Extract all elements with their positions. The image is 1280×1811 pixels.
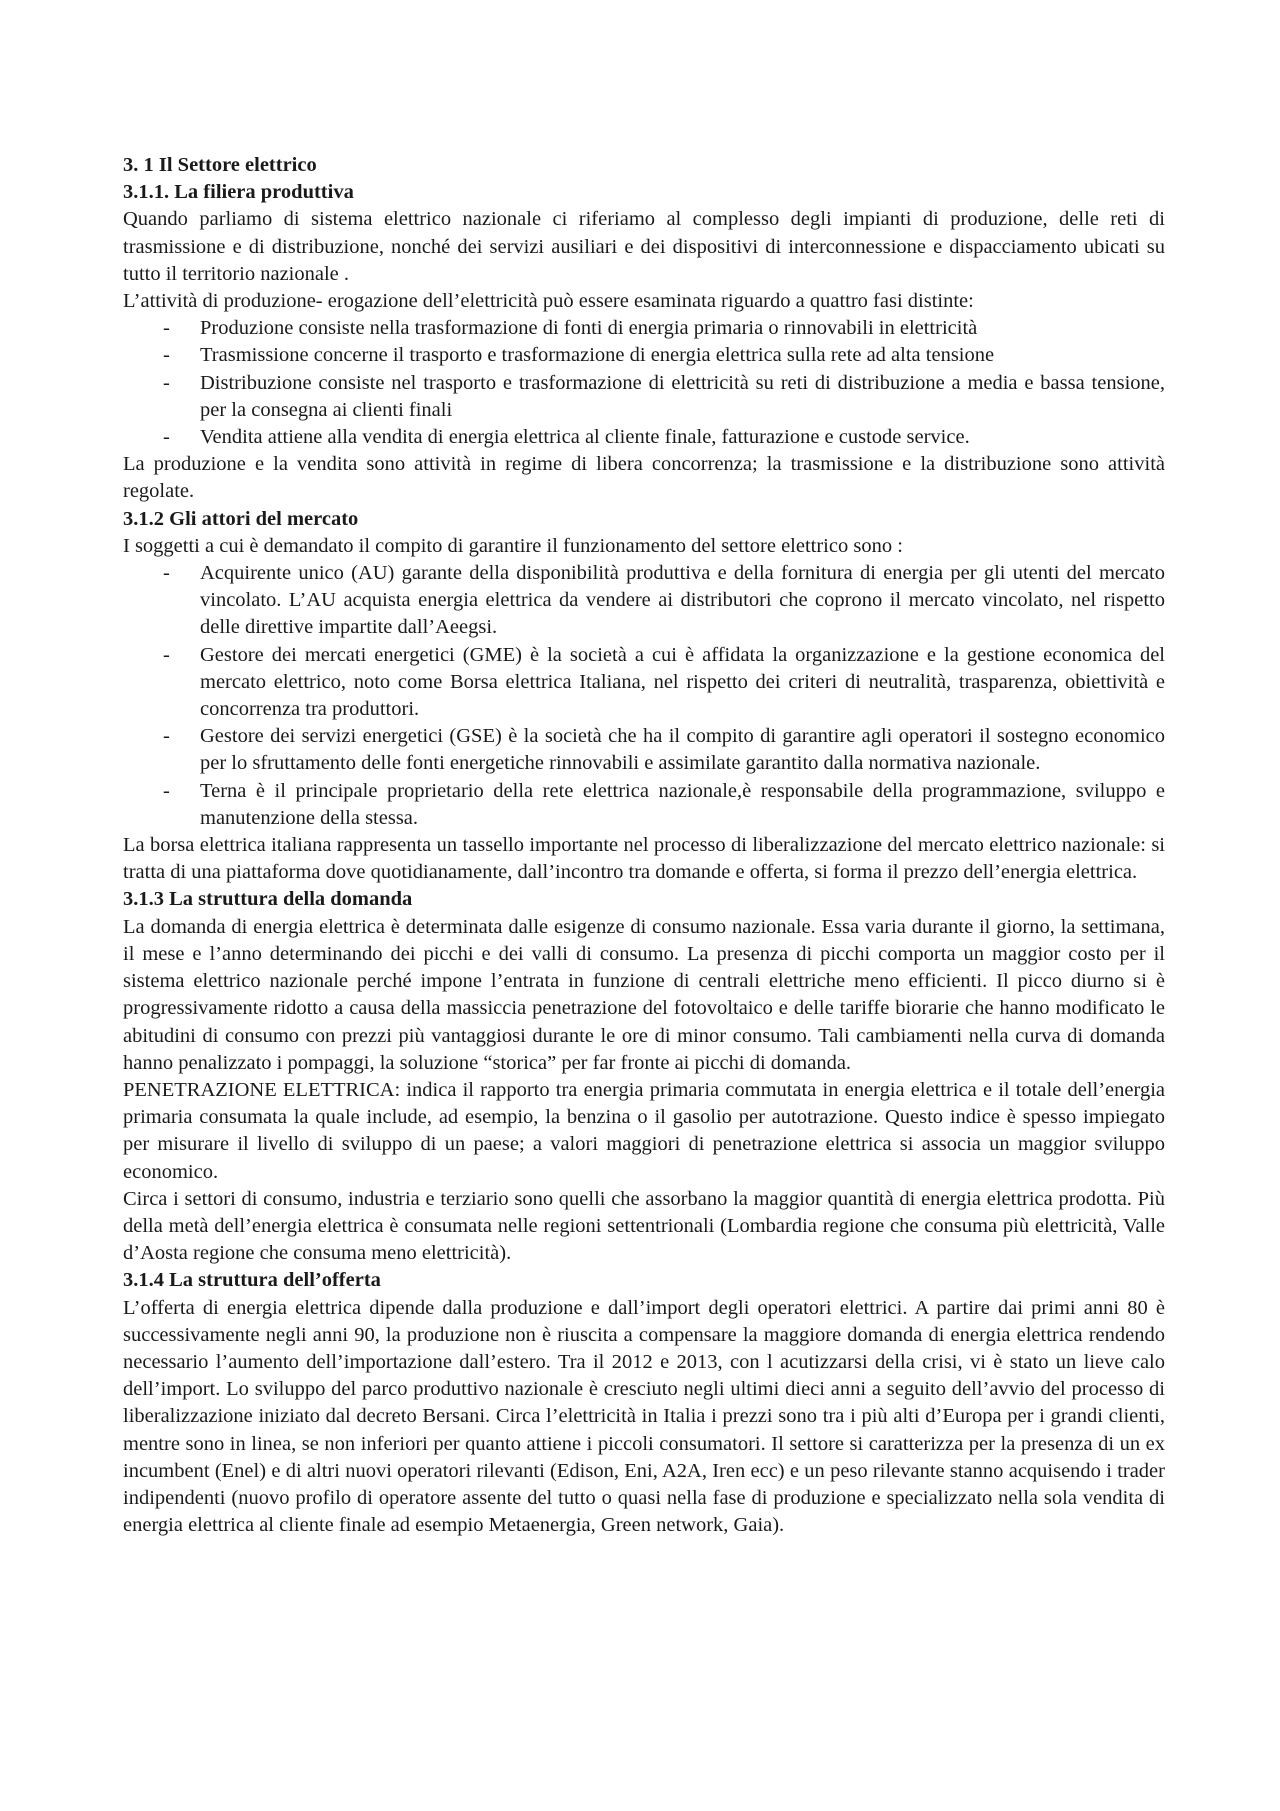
list-fasi (123, 315, 1165, 451)
list-item: - Acquirente unico (AU) garante della disponibilità produttiva e della fornitura di energia per gli utenti del mercato vincolato. L’AU acquista energia elettrica da vendere ai distributori che coprono il mercato vincolato, nel rispetto delle direttive impartite dall’Aeegsi. (123, 560, 1165, 642)
document-page (123, 152, 1165, 1539)
paragraph-sistema-elettrico: Quando parliamo di sistema elettrico nazionale ci riferiamo al complesso degli impianti di produzione, delle reti di trasmissione e di distribuzione, nonché dei servizi ausiliari e dei dispositivi di interconnessione e dispacciamento ubicati su tutto il territorio nazionale . (123, 208, 1165, 285)
paragraph-settori-consumo: Circa i settori di consumo, industria e terziario sono quelli che assorbano la maggior quantità di energia elettrica prodotta. Più della metà dell’energia elettrica è consumata nelle regioni settentrionali (Lombardia regione che consuma più elettricità, Valle d’Aosta regione che consuma meno elettricità). (123, 1187, 1165, 1265)
section-heading-3-1: 3. 1 Il Settore elettrico (123, 154, 317, 176)
section-heading-3-1-2: 3.1.2 Gli attori del mercato (123, 507, 359, 530)
list-attori (123, 560, 1165, 832)
list-item: - Vendita attiene alla vendita di energia elettrica al cliente finale, fatturazione e custode service. (123, 424, 1165, 451)
paragraph-offerta: L’offerta di energia elettrica dipende dalla produzione e dall’import degli operatori elettrici. A partire dai primi anni 80 è successivamente negli anni 90, la produzione non è riuscita a compensare la maggiore domanda di energia elettrica rendendo necessario l’aumento dell’importazione dall’estero. Tra il 2012 e 2013, con l acutizzarsi della crisi, vi è stato un lieve calo dell’import. Lo sviluppo del parco produttivo nazionale è cresciuto negli ultimi dieci anni a seguito dell’avvio del processo di liberalizzazione iniziato dal decreto Bersani. Circa l’elettricità in Italia i prezzi sono tra i più alti d’Europa per i grandi clienti, mentre sono in linea, se non inferiori per quanto attiene i piccoli consumatori. Il settore si caratterizza per la presenza di un ex incumbent (Enel) e di altri nuovi operatori rilevanti (Edison, Eni, A2A, Iren ecc) e un peso rilevante stanno acquisendo i trader indipendenti (nuovo profilo di operatore assente del tutto o quasi nella fase di produzione e specializzato nella sola vendita di energia elettrica al cliente finale ad esempio Metaenergia, Green network, Gaia). (123, 1296, 1165, 1537)
paragraph-domanda: La domanda di energia elettrica è determinata dalle esigenze di consumo nazionale. Essa varia durante il giorno, la settimana, il mese e l’anno determinando dei picchi e dei valli di consumo. La presenza di picchi comporta un maggior costo per il sistema elettrico nazionale perché impone l’entrata in funzione di centrali elettriche meno efficienti. Il picco diurno si è progressivamente ridotto a causa della massiccia penetrazione del fotovoltaico e delle tariffe biorarie che hanno modificato le abitudini di consumo con prezzi più vantaggiosi durante le ore di minor consumo. Tali cambiamenti nella curva di domanda hanno penalizzato i pompaggi, la soluzione “storica” per far fronte ai picchi di domanda. (123, 915, 1165, 1074)
list-item: - Gestore dei servizi energetici (GSE) è la società che ha il compito di garantire agli operatori il sostegno economico per lo sfruttamento delle fonti energetiche rinnovabili e assimilate garantito dalla normativa nazionale. (123, 723, 1165, 777)
list-item: - Trasmissione concerne il trasporto e trasformazione di energia elettrica sulla rete ad alta tensione (123, 342, 1165, 369)
paragraph-regime: La produzione e la vendita sono attività in regime di libera concorrenza; la trasmissione e la distribuzione sono attività regolate. (123, 453, 1165, 503)
list-item: - Terna è il principale proprietario della rete elettrica nazionale,è responsabile della programmazione, sviluppo e manutenzione della stessa. (123, 778, 1165, 832)
paragraph-borsa-elettrica: La borsa elettrica italiana rappresenta un tassello importante nel processo di liberalizzazione del mercato elettrico nazionale: si tratta di una piattaforma dove quotidianamente, dall’incontro tra domande e offerta, si forma il prezzo dell’energia elettrica. (123, 834, 1165, 884)
section-heading-3-1-3: 3.1.3 La struttura della domanda (123, 888, 413, 911)
section-heading-3-1-4: 3.1.4 La struttura dell’offerta (123, 1269, 381, 1292)
paragraph-soggetti: I soggetti a cui è demandato il compito di garantire il funzionamento del settore elettrico sono : (123, 534, 903, 557)
list-item: - Gestore dei mercati energetici (GME) è la società a cui è affidata la organizzazione e la gestione economica del mercato elettrico, noto come Borsa elettrica Italiana, nel rispetto dei criteri di neutralità, trasparenza, obiettività e concorrenza tra produttori. (123, 642, 1165, 724)
section-heading-3-1-1: 3.1.1. La filiera produttiva (123, 181, 354, 204)
list-item: - Distribuzione consiste nel trasporto e trasformazione di elettricità su reti di distribuzione a media e bassa tensione, per la consegna ai clienti finali (123, 370, 1165, 424)
paragraph-penetrazione: PENETRAZIONE ELETTRICA: indica il rapporto tra energia primaria commutata in energia elettrica e il totale dell’energia primaria consumata la quale include, ad esempio, la benzina o il gasolio per autotrazione. Questo indice è spesso impiegato per misurare il livello di sviluppo di un paese; a valori maggiori di penetrazione elettrica si associa un maggior sviluppo economico. (123, 1078, 1165, 1183)
paragraph-quattro-fasi: L’attività di produzione- erogazione dell’elettricità può essere esaminata riguardo a quattro fasi distinte: (123, 290, 974, 313)
list-item: - Produzione consiste nella trasformazione di fonti di energia primaria o rinnovabili in elettricità (123, 315, 1165, 342)
